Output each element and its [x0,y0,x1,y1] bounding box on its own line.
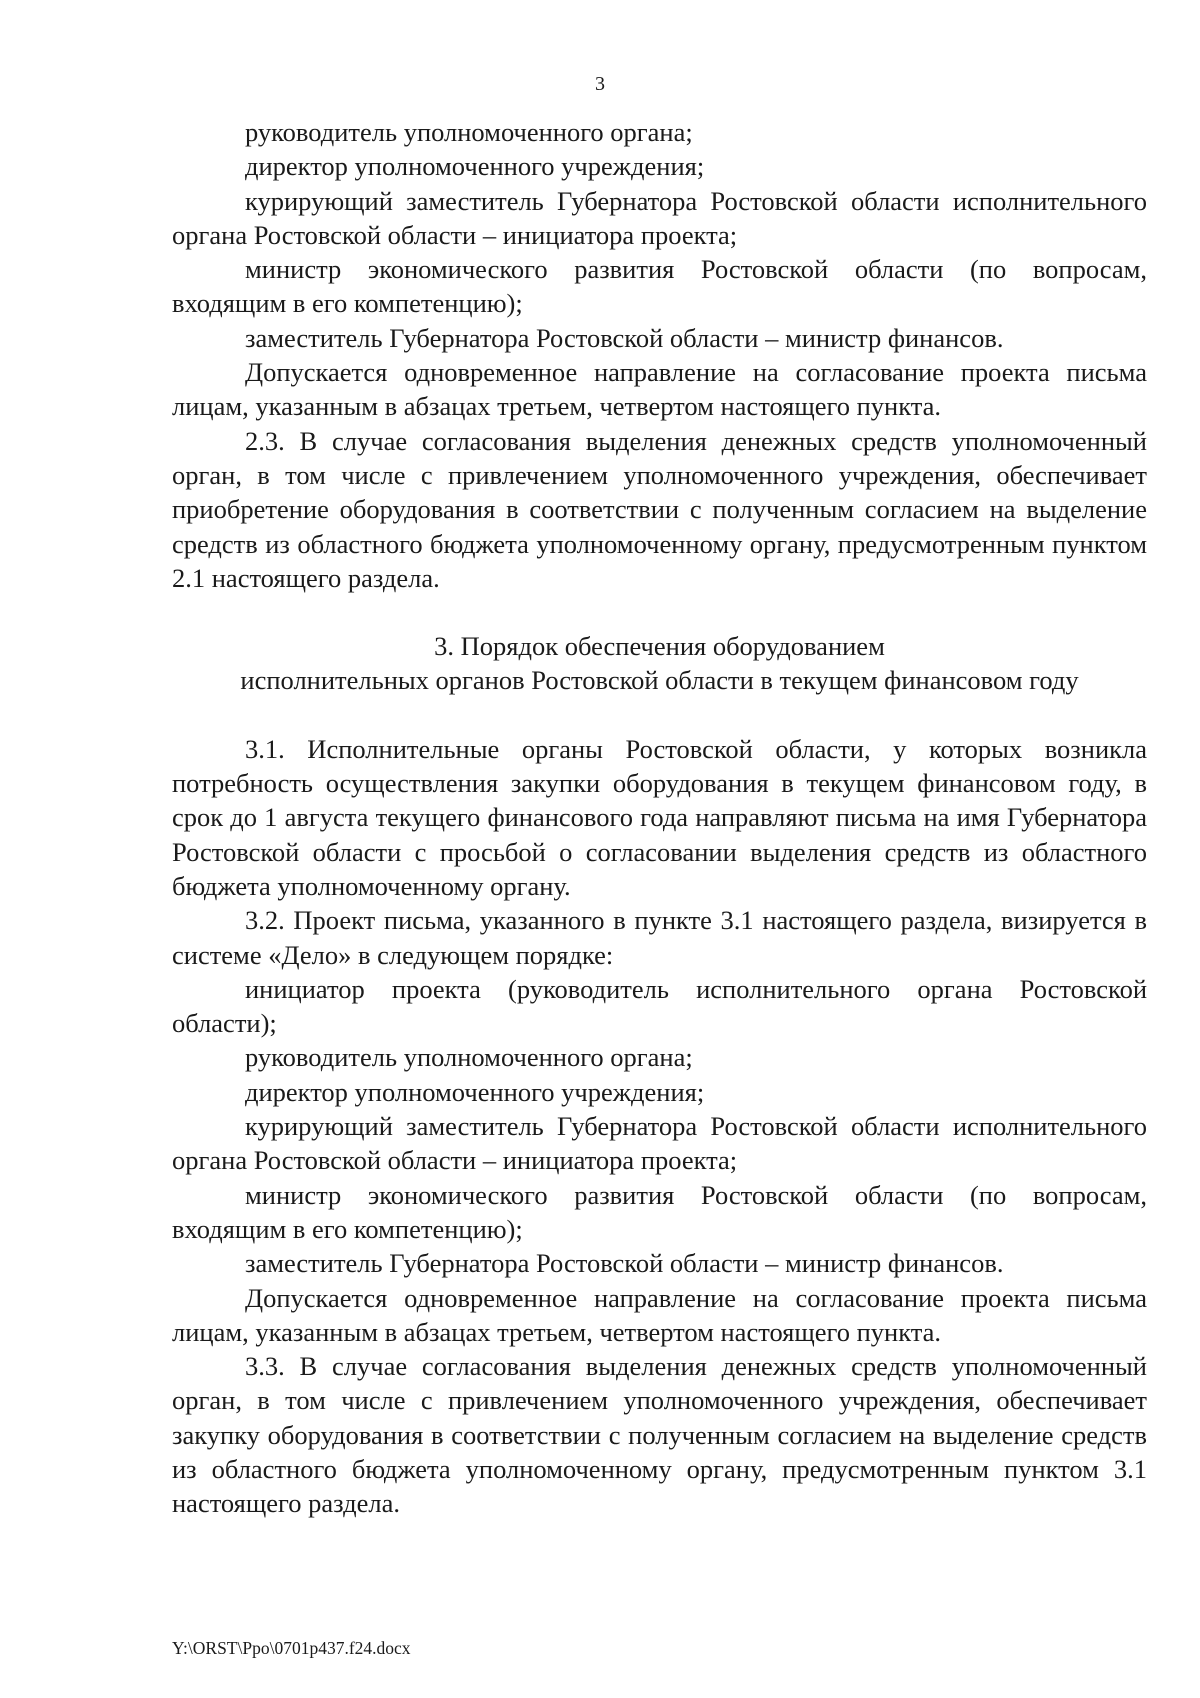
paragraph: заместитель Губернатора Ростовской области – министр финансов. [245,322,1004,353]
section-heading-line-1: 3. Порядок обеспечения оборудованием [434,631,885,662]
paragraph: заместитель Губернатора Ростовской области – министр финансов. [245,1248,1004,1279]
paragraph: курирующий заместитель Губернатора Ростовской области исполнительного органа Ростовской области – инициатора проекта; [172,185,1147,250]
paragraph: министр экономического развития Ростовской области (по вопросам, входящим в его компетенцию); [172,254,1147,319]
footer-file-path: Y:\ORST\Ppo\0701p437.f24.docx [172,1638,411,1658]
paragraph: директор уполномоченного учреждения; [245,151,705,182]
section-heading-line-2: исполнительных органов Ростовской области в текущем финансовом году [240,665,1079,696]
document-body [172,115,1147,1521]
page-number: 3 [595,73,605,95]
paragraph: министр экономического развития Ростовской области (по вопросам, входящим в его компетенцию); [172,1179,1147,1244]
paragraph: инициатор проекта (руководитель исполнительного органа Ростовской области); [172,973,1147,1039]
paragraph: руководитель уполномоченного органа; [245,117,693,147]
paragraph: 3.2. Проект письма, указанного в пункте 3.1 настоящего раздела, визируется в системе «Дело» в следующем порядке: [172,905,1147,970]
paragraph: 3.1. Исполнительные органы Ростовской области, у которых возникла потребность осуществления закупки оборудования в текущем финансовом году, в срок до 1 августа текущего финансового года направляют письма на имя Губернатора Ростовской области с просьбой о согласовании выделения средств из областного бюджета уполномоченному органу. [172,733,1147,901]
paragraph: руководитель уполномоченного органа; [245,1042,693,1073]
section-heading [172,629,1147,698]
paragraph: Допускается одновременное направление на согласование проекта письма лицам, указанным в абзацах третьем, четвертом настоящего пункта. [172,1282,1147,1347]
paragraph: Допускается одновременное направление на согласование проекта письма лицам, указанным в абзацах третьем, четвертом настоящего пункта. [172,357,1147,422]
paragraph: 3.3. В случае согласования выделения денежных средств уполномоченный орган, в том числе с привлечением уполномоченного учреждения, обеспечивает закупку оборудования в соответствии с полученным согласием на выделение средств из областного бюджета уполномоченному органу, предусмотренным пунктом 3.1 настоящего раздела. [172,1351,1147,1519]
paragraph: 2.3. В случае согласования выделения денежных средств уполномоченный орган, в том числе с привлечением уполномоченного учреждения, обеспечивает приобретение оборудования в соответствии с полученным согласием на выделение средств из областного бюджета уполномоченному органу, предусмотренным пунктом 2.1 настоящего раздела. [172,425,1147,593]
paragraph: директор уполномоченного учреждения; [245,1076,705,1107]
paragraph: курирующий заместитель Губернатора Ростовской области исполнительного органа Ростовской области – инициатора проекта; [172,1111,1147,1176]
